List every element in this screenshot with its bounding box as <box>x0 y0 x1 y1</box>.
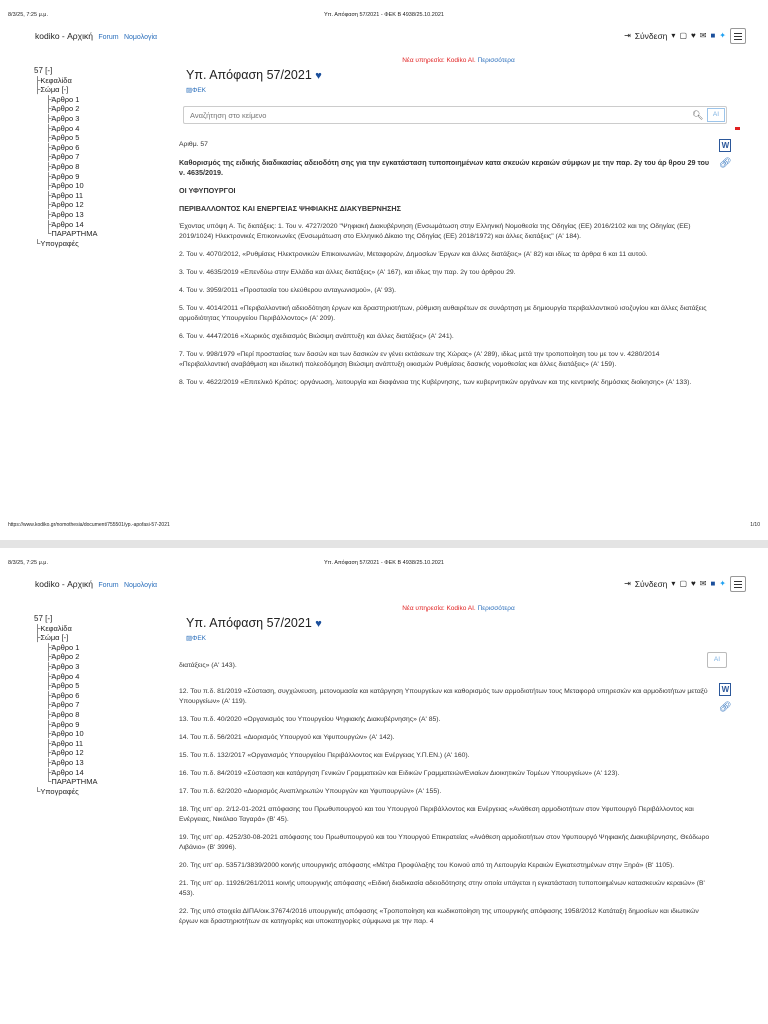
facebook-icon[interactable]: ■ <box>710 579 716 588</box>
brand <box>35 579 157 589</box>
twitter-icon[interactable]: ✦ <box>719 31 726 40</box>
paragraph: 19. Της υπ' αρ. 4252/30-08-2021 απόφασης του Πρωθυπουργού και του Υπουργού Επικρατείας «Ανάθεση αρμοδιοτήτων στον Υφυπουργό Ψηφιακής Διακυβέρνησης, Θεόδωρο Λιβάνιο» (Β' 3996). <box>179 834 710 851</box>
toc-item-article[interactable]: ├Άρθρο 2 <box>46 652 80 662</box>
login-icon: ⇥ <box>624 31 631 40</box>
toc-item-article[interactable]: ├Άρθρο 10 <box>46 729 84 739</box>
print-header <box>0 12 768 22</box>
toc-item-article[interactable]: ├Άρθρο 13 <box>46 757 84 767</box>
paragraph: 15. Του π.δ. 132/2017 «Οργανισμός Υπουργείου Περιβάλλοντος και Ενέργειας Υ.Π.ΕΝ.) (Α' 160). <box>179 752 470 759</box>
table-of-contents <box>34 614 169 796</box>
paragraph: 4. Του ν. 3959/2011 «Προστασία του ελεύθερου ανταγωνισμού», (Α' 93). <box>179 287 397 294</box>
paragraph: 12. Του π.δ. 81/2019 «Σύσταση, συγχώνευση, μετονομασία και κατάργηση Υπουργείων και καθορισμός των αρμοδιοτήτων τους Μεταφορά υπηρεσιών και αρμοδιοτήτων μεταξύ Υπουργείων» (Α' 119). <box>179 688 708 705</box>
toc-item-article[interactable]: ├Άρθρο 3 <box>46 113 80 123</box>
pdf-icon: ▨ <box>186 635 193 642</box>
fek-link[interactable]: ▨ΦΕΚ <box>186 87 207 94</box>
nomologia-link[interactable]: Νομολογία <box>123 34 158 41</box>
toc-item-article[interactable]: ├Άρθρο 7 <box>46 700 80 710</box>
word-export-icon[interactable]: W <box>719 139 731 152</box>
news-text: Νέα υπηρεσία: Kodiko AI. <box>402 57 476 64</box>
document-icon[interactable]: ▢ <box>679 31 687 40</box>
heart-icon[interactable]: ♥ <box>691 31 696 40</box>
text-search-input[interactable] <box>184 107 690 123</box>
toc-item-article[interactable]: ├Άρθρο 12 <box>46 200 84 210</box>
toc-item-article[interactable]: ├Άρθρο 6 <box>46 690 80 700</box>
toc-item-soma[interactable]: ├Σώμα [-] <box>35 633 69 643</box>
oi-yfypourgoi: ΟΙ ΥΦΥΠΟΥΡΓΟΙ <box>179 186 236 195</box>
home-link[interactable]: kodiko - Αρχική <box>35 579 93 589</box>
news-banner <box>175 57 742 64</box>
chevron-down-icon[interactable]: ▾ <box>671 31 676 40</box>
cut-line-text: διατάξεις» (Α' 143). <box>179 662 237 669</box>
toc-item-parartima[interactable]: └ΠΑΡΑΡΤΗΜΑ <box>46 777 98 787</box>
toc-item-article[interactable]: ├Άρθρο 5 <box>46 133 80 143</box>
toc-item-parartima[interactable]: └ΠΑΡΑΡΤΗΜΑ <box>46 229 98 239</box>
news-text: Νέα υπηρεσία: Kodiko AI. <box>402 605 476 612</box>
paragraph: 18. Της υπ' αρ. 2/12-01-2021 απόφασης του Πρωθυπουργού και του Υπουργού Περιβάλλοντος και Ενέργειας «Ανάθεση αρμοδιοτήτων στον Υφυπουργό Περιβάλλοντος και Ενέργειας, Νικόλαο Ταγαρά» (Β' 45). <box>179 806 694 823</box>
toc-item-article[interactable]: ├Άρθρο 14 <box>46 767 84 777</box>
page-separator <box>0 540 768 548</box>
forum-link[interactable]: Forum <box>98 34 119 41</box>
print-page-2 <box>0 548 768 1024</box>
ministries-heading: ΠΕΡΙΒΑΛΛΟΝΤΟΣ ΚΑΙ ΕΝΕΡΓΕΙΑΣ ΨΗΦΙΑΚΗΣ ΔΙΑΚΥΒΕΡΝΗΣΗΣ <box>179 204 401 213</box>
print-header <box>0 560 768 570</box>
side-actions <box>719 683 732 713</box>
toc-item-article[interactable]: ├Άρθρο 6 <box>46 142 80 152</box>
login-link[interactable]: Σύνδεση <box>634 31 668 41</box>
top-navbar <box>0 26 768 46</box>
doc-title-row <box>186 68 322 82</box>
heart-icon[interactable]: ♥ <box>691 579 696 588</box>
toc-item-article[interactable]: ├Άρθρο 8 <box>46 161 80 171</box>
print-url: https://www.kodiko.gr/nomothesia/document/755501/yp.-apofasi-57-2021 <box>8 522 170 528</box>
twitter-icon[interactable]: ✦ <box>719 579 726 588</box>
table-of-contents <box>34 66 169 248</box>
mail-icon[interactable]: ✉ <box>699 31 707 40</box>
favorite-heart-icon[interactable]: ♥ <box>315 70 322 82</box>
ai-button[interactable]: AI <box>707 652 727 668</box>
toc-item-kefalida[interactable]: ├Κεφαλίδα <box>35 75 72 85</box>
toc-item-article[interactable]: ├Άρθρο 4 <box>46 671 80 681</box>
toc-item-article[interactable]: ├Άρθρο 1 <box>46 642 80 652</box>
paragraph: 6. Του ν. 4447/2016 «Χωρικός σχεδιασμός Βιώσιμη ανάπτυξη και άλλες διατάξεις» (Α' 241). <box>179 333 454 340</box>
toc-item-soma[interactable]: ├Σώμα [-] <box>35 85 69 95</box>
print-datetime: 8/3/25, 7:25 μ.μ. <box>8 560 48 566</box>
toc-item-article[interactable]: ├Άρθρο 7 <box>46 152 80 162</box>
toc-item-article[interactable]: ├Άρθρο 2 <box>46 104 80 114</box>
nomologia-link[interactable]: Νομολογία <box>123 582 158 589</box>
paragraph: 20. Της υπ' αρ. 53571/3839/2000 κοινής υπουργικής απόφασης «Μέτρα Προφύλαξης του Κοινού από τη Λειτουργία Κεραιών Εγκατεστημένων στην Ξηρά» (Β' 1105). <box>179 862 675 869</box>
toc-item-article[interactable]: ├Άρθρο 12 <box>46 748 84 758</box>
paragraph: 13. Του π.δ. 40/2020 «Οργανισμός του Υπουργείου Ψηφιακής Διακυβέρνησης» (Α' 85). <box>179 716 441 723</box>
news-banner <box>175 605 742 612</box>
paragraph: 14. Του π.δ. 56/2021 «Διορισμός Υπουργού και Υφυπουργών» (Α' 142). <box>179 734 395 741</box>
brand <box>35 31 157 41</box>
toc-item-kefalida[interactable]: ├Κεφαλίδα <box>35 623 72 633</box>
login-icon: ⇥ <box>624 579 631 588</box>
print-page-number: 1/10 <box>750 522 760 528</box>
favorite-heart-icon[interactable]: ♥ <box>315 618 322 630</box>
toc-item-article[interactable]: ├Άρθρο 9 <box>46 719 80 729</box>
toc-item-article[interactable]: ├Άρθρο 4 <box>46 123 80 133</box>
toc-item-article[interactable]: ├Άρθρο 8 <box>46 709 80 719</box>
navbar-actions <box>624 28 746 44</box>
doc-title-row <box>186 616 322 630</box>
paragraph: 22. Της υπό στοιχεία ΔΙΠΑ/οικ.37674/2016 υπουργικής απόφασης «Τροποποίηση και κωδικοποίηση της υπουργικής απόφασης 1958/2012 Κατάταξη δημοσίων και ιδιωτικών έργων και δραστηριοτήτων σε κατηγορίες και υποκατηγορίες σύμφωνα με την παρ. 4 <box>179 908 699 925</box>
document-icon[interactable]: ▢ <box>679 579 687 588</box>
paragraph: 7. Του ν. 998/1979 «Περί προστασίας των δασών και των δασικών εν γένει εκτάσεων της Χώρας» (Α' 289), ιδίως μετά την τροποποίηση του με τον ν. 4280/2014 «Περιβαλλοντική αναβάθμιση και ιδιωτική πολεοδόμηση Βιώσιμη ανάπτυξη οικισμών Ρυθμίσεις δασικής νομοθεσίας και άλλες διατάξεις» (Α' 159). <box>179 351 660 368</box>
paragraph: 21. Της υπ' αρ. 11926/261/2011 κοινής υπουργικής απόφασης «Ειδική διαδικασία αδειοδότησης στην οποία υπάγεται η εγκατάσταση τυποποιημένων κατασκευών κεραιών» (Β' 453). <box>179 880 705 897</box>
fek-link[interactable]: ▨ΦΕΚ <box>186 635 207 642</box>
paragraph: 17. Του π.δ. 62/2020 «Διορισμός Αναπληρωτών Υπουργών και Υφυπουργών» (Α' 155). <box>179 788 442 795</box>
search-icon[interactable]: 🔍︎ <box>692 110 704 120</box>
toc-title[interactable]: 57 [-] <box>34 614 53 623</box>
toc-item-article[interactable]: ├Άρθρο 9 <box>46 171 80 181</box>
toc-item-article[interactable]: ├Άρθρο 11 <box>46 738 84 748</box>
permalink-icon[interactable]: 🔗︎ <box>719 158 732 169</box>
toc-item-article[interactable]: ├Άρθρο 1 <box>46 94 80 104</box>
paragraph: 16. Του π.δ. 84/2019 «Σύσταση και κατάργηση Γενικών Γραμματειών και Ειδικών Γραμματειών/Ενιαίων Διοικητικών Τομέων Υπουργείων» (Α' 123). <box>179 770 620 777</box>
toc-item-article[interactable]: ├Άρθρο 14 <box>46 219 84 229</box>
word-export-icon[interactable]: W <box>719 683 731 696</box>
document-body <box>179 687 711 935</box>
paragraph: 8. Του ν. 4622/2019 «Επιτελικό Κράτος: οργάνωση, λειτουργία και διαφάνεια της Κυβέρνησης, των κυβερνητικών οργάνων και της κεντρικής δημόσιας διοίκησης» (Α' 133). <box>179 379 692 386</box>
toc-item-article[interactable]: ├Άρθρο 5 <box>46 681 80 691</box>
menu-button[interactable] <box>730 576 746 592</box>
print-footer <box>8 522 760 528</box>
menu-button[interactable] <box>730 28 746 44</box>
toc-item-article[interactable]: ├Άρθρο 11 <box>46 190 84 200</box>
paragraph: Έχοντας υπόψη Α. Τις διατάξεις: 1. Του ν. 4727/2020 "Ψηφιακή Διακυβέρνηση (Ενσωμάτωση στην Ελληνική Νομοθεσία της Οδηγίας (ΕΕ) 2016/2102 και της Οδηγίας (ΕΕ) 2019/1024) Ηλεκτρονικές Επικοινωνίες (Ενσωμάτωση στο Ελληνικό Δίκαιο της Οδηγίας (ΕΕ) 2018/1972) και άλλες διατάξεις" (Α' 184). <box>179 223 691 240</box>
navbar-actions <box>624 576 746 592</box>
toc-item-article[interactable]: ├Άρθρο 3 <box>46 661 80 671</box>
pdf-icon: ▨ <box>186 87 193 94</box>
text-search-bar <box>183 106 727 124</box>
top-navbar <box>0 574 768 594</box>
paragraph: 3. Του ν. 4635/2019 «Επενδύω στην Ελλάδα και άλλες διατάξεις» (Α' 167), και ιδίως την παρ. 2γ του άρθρου 29. <box>179 269 516 276</box>
print-datetime: 8/3/25, 7:25 μ.μ. <box>8 12 48 18</box>
permalink-icon[interactable]: 🔗︎ <box>719 702 732 713</box>
login-link[interactable]: Σύνδεση <box>634 579 668 589</box>
home-link[interactable]: kodiko - Αρχική <box>35 31 93 41</box>
toc-title[interactable]: 57 [-] <box>34 66 53 75</box>
doc-heading: Καθορισμός της ειδικής διαδικασίας αδειοδότη σης για την εγκατάσταση τυποποιημένων κατα σκευών κεραιών σύμφων με την παρ. 2γ του άρ θρου 29 του ν. 4635/2019. <box>179 158 710 177</box>
news-more-link[interactable]: Περισσότερα <box>477 605 515 612</box>
red-badge-fragment <box>735 127 740 130</box>
print-title: Υπ. Απόφαση 57/2021 - ΦΕΚ Β 4938/25.10.2021 <box>324 560 444 566</box>
document-body <box>179 140 711 396</box>
toc-item-ypografes[interactable]: └Υπογραφές <box>35 238 79 248</box>
doc-title: Υπ. Απόφαση 57/2021 <box>186 616 312 630</box>
chevron-down-icon[interactable]: ▾ <box>671 579 676 588</box>
toc-item-article[interactable]: ├Άρθρο 10 <box>46 181 84 191</box>
toc-item-article[interactable]: ├Άρθρο 13 <box>46 209 84 219</box>
toc-item-ypografes[interactable]: └Υπογραφές <box>35 786 79 796</box>
ai-button[interactable]: AI <box>707 108 725 122</box>
cut-text-line <box>179 662 711 672</box>
print-title: Υπ. Απόφαση 57/2021 - ΦΕΚ Β 4938/25.10.2021 <box>324 12 444 18</box>
paragraph: 5. Του ν. 4014/2011 «Περιβαλλοντική αδειοδότηση έργων και δραστηριοτήτων, ρύθμιση αυθαιρέτων σε συνάρτηση με δημιουργία περιβαλλοντικού ισοζυγίου και άλλες διατάξεις αρμοδιότητας Υπουργείου Περιβάλλοντος» (Α' 209). <box>179 305 707 322</box>
facebook-icon[interactable]: ■ <box>710 31 716 40</box>
doc-title: Υπ. Απόφαση 57/2021 <box>186 68 312 82</box>
side-actions <box>719 139 732 169</box>
paragraph: 2. Του ν. 4070/2012, «Ρυθμίσεις Ηλεκτρονικών Επικοινωνιών, Μεταφορών, Δημοσίων Έργων και άλλες διατάξεις» (Α' 82) και ιδίως τα άρθρα 6 και 11 αυτού. <box>179 251 648 258</box>
mail-icon[interactable]: ✉ <box>699 579 707 588</box>
arithm: Αριθμ. 57 <box>179 141 208 148</box>
forum-link[interactable]: Forum <box>98 582 119 589</box>
news-more-link[interactable]: Περισσότερα <box>477 57 515 64</box>
